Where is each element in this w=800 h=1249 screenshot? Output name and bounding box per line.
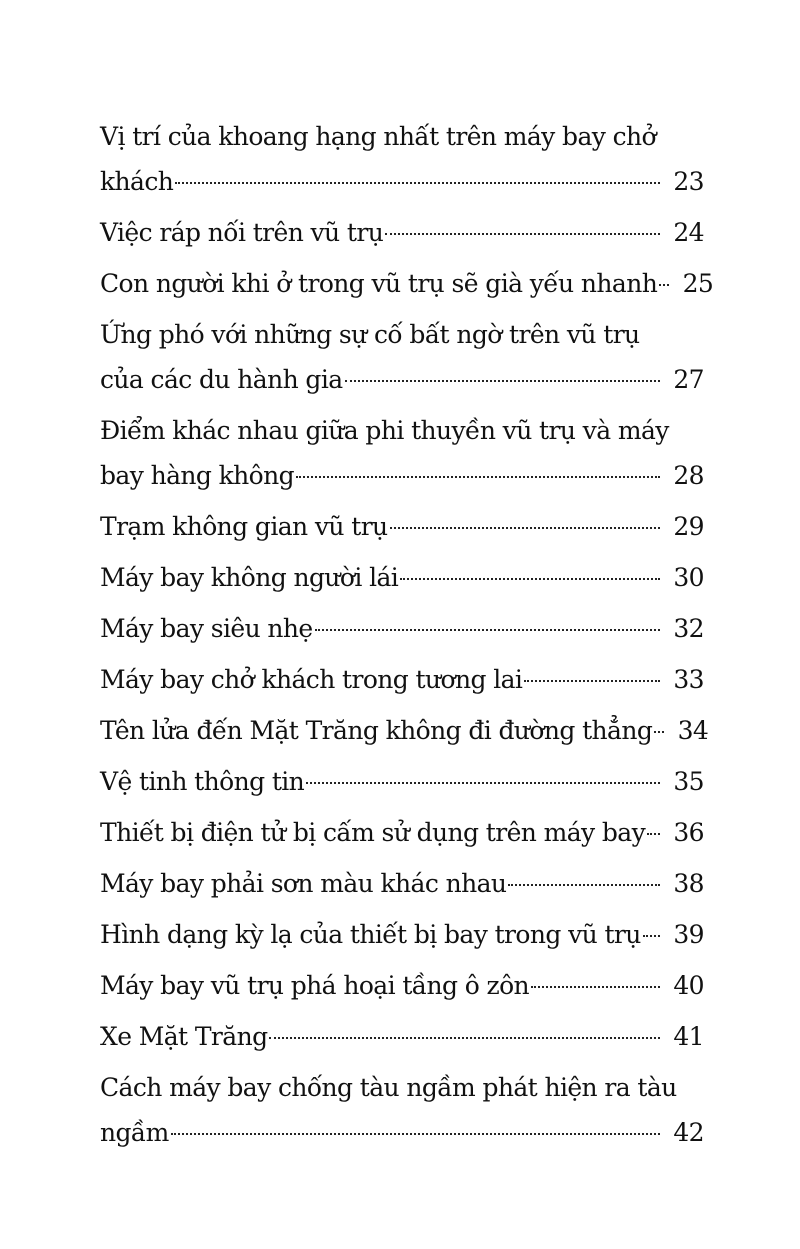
toc-entry[interactable] (100, 210, 704, 255)
toc-entry-line (100, 210, 704, 255)
toc-entry[interactable] (100, 1065, 704, 1155)
toc-entry-line (100, 159, 704, 204)
toc-entry-line (100, 261, 714, 306)
toc-entry-title: bay hàng không (100, 461, 295, 490)
toc-entry-line (100, 810, 704, 855)
toc-page-number: 34 (677, 716, 709, 745)
dot-leader (524, 680, 660, 682)
toc-entry[interactable] (100, 861, 704, 906)
dot-leader (659, 284, 669, 286)
toc-page-number: 28 (673, 461, 704, 490)
toc-entry[interactable] (100, 555, 704, 600)
dot-leader (345, 380, 660, 382)
toc-entry-title: Việc ráp nối trên vũ trụ (100, 218, 384, 247)
toc-entry[interactable] (100, 912, 704, 957)
dot-leader (296, 476, 660, 478)
toc-entry-title: Xe Mặt Trăng (100, 1022, 268, 1051)
dot-leader (508, 884, 660, 886)
toc-entry[interactable] (100, 708, 709, 753)
toc-page-number: 36 (673, 818, 704, 847)
dot-leader (269, 1037, 660, 1039)
toc-entry[interactable] (100, 606, 704, 651)
toc-entry-title: Máy bay không người lái (100, 563, 399, 592)
toc-entry-line (100, 963, 704, 1008)
table-of-contents (100, 114, 714, 1161)
dot-leader (531, 986, 660, 988)
toc-entry-title: Máy bay phải sơn màu khác nhau (100, 869, 507, 898)
dot-leader (390, 527, 660, 529)
dot-leader (647, 833, 660, 835)
toc-page-number: 30 (673, 563, 704, 592)
toc-entry-title: khách (100, 167, 174, 196)
toc-page-number: 32 (673, 614, 704, 643)
toc-entry-line (100, 861, 704, 906)
toc-entry-line (100, 759, 704, 804)
toc-entry-title: Máy bay chở khách trong tương lai (100, 665, 523, 694)
toc-entry[interactable] (100, 963, 704, 1008)
toc-entry-title: Thiết bị điện tử bị cấm sử dụng trên máy bay (100, 818, 646, 847)
dot-leader (385, 233, 660, 235)
toc-entry[interactable] (100, 261, 714, 306)
dot-leader (654, 731, 664, 733)
toc-entry-line (100, 606, 704, 651)
toc-entry-title: Con người khi ở trong vũ trụ sẽ già yếu nhanh (100, 269, 658, 298)
dot-leader (171, 1133, 660, 1135)
toc-page-number: 33 (673, 665, 704, 694)
toc-entry[interactable] (100, 759, 704, 804)
toc-entry-title: ngầm (100, 1118, 169, 1147)
toc-entry-line (100, 555, 704, 600)
toc-page-number: 25 (682, 269, 714, 298)
toc-entry-title-line1: Điểm khác nhau giữa phi thuyền vũ trụ và máy (100, 416, 669, 445)
toc-entry[interactable] (100, 408, 704, 498)
toc-entry-title-line1: Ứng phó với những sự cố bất ngờ trên vũ trụ (100, 320, 640, 349)
toc-entry[interactable] (100, 1014, 704, 1059)
toc-entry-title-line1: Cách máy bay chống tàu ngầm phát hiện ra tàu (100, 1073, 677, 1102)
toc-entry[interactable] (100, 810, 704, 855)
toc-entry[interactable] (100, 312, 704, 402)
toc-page-number: 40 (673, 971, 704, 1000)
toc-page-number: 23 (673, 167, 704, 196)
toc-entry-line (100, 1014, 704, 1059)
toc-page-number: 41 (673, 1022, 704, 1051)
toc-page-number: 27 (673, 365, 704, 394)
toc-entry-line (100, 708, 709, 753)
toc-entry-line (100, 912, 704, 957)
dot-leader (175, 182, 660, 184)
toc-entry-line (100, 1110, 704, 1155)
toc-entry[interactable] (100, 114, 704, 204)
toc-entry-title: của các du hành gia (100, 365, 343, 394)
toc-entry-line (100, 657, 704, 702)
toc-page-number: 29 (673, 512, 704, 541)
toc-page-number: 38 (673, 869, 704, 898)
toc-entry-line (100, 357, 704, 402)
toc-entry[interactable] (100, 657, 704, 702)
toc-page-number: 39 (673, 920, 704, 949)
toc-entry-title: Trạm không gian vũ trụ (100, 512, 388, 541)
toc-page-number: 35 (673, 767, 704, 796)
dot-leader (315, 629, 660, 631)
toc-entry-title: Vệ tinh thông tin (100, 767, 305, 796)
toc-entry-title-line1: Vị trí của khoang hạng nhất trên máy bay chở (100, 122, 656, 151)
toc-entry-title: Máy bay siêu nhẹ (100, 614, 313, 643)
toc-page-number: 42 (673, 1118, 704, 1147)
toc-entry-line (100, 504, 704, 549)
toc-entry-title: Hình dạng kỳ lạ của thiết bị bay trong vũ trụ (100, 920, 641, 949)
dot-leader (400, 578, 660, 580)
toc-entry-line (100, 453, 704, 498)
toc-entry-title: Tên lửa đến Mặt Trăng không đi đường thẳng (100, 716, 653, 745)
toc-entry-title: Máy bay vũ trụ phá hoại tầng ô zôn (100, 971, 530, 1000)
toc-entry[interactable] (100, 504, 704, 549)
dot-leader (643, 935, 660, 937)
toc-page-number: 24 (673, 218, 704, 247)
dot-leader (306, 782, 660, 784)
